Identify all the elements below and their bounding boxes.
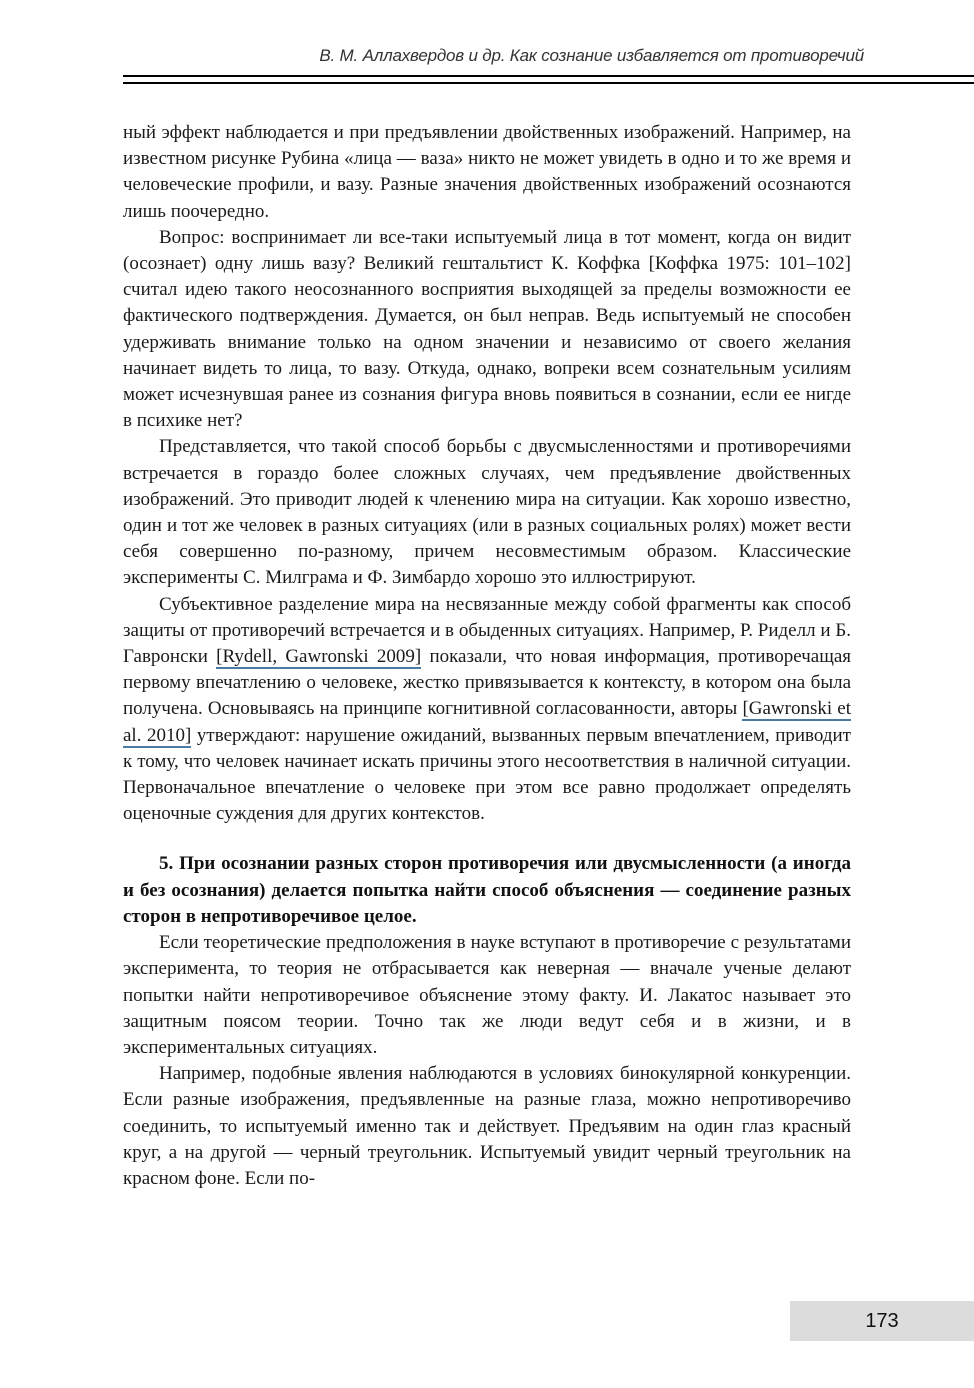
- paragraph-koffka: Вопрос: воспринимает ли все-таки испытуемый лица в тот момент, когда он видит (осознает) одну лишь вазу? Великий гештальтист К. Коффка [Коффка 1975: 101–102] считал идею такого неосознанного восприятия выходящей за пределы возможности ее фактического подтверждения. Думается, он был неправ. Ведь испытуемый не способен удерживать внимание только на одном значении и независимо от своего желания начинает видеть то лица, то вазу. Откуда, однако, вопреки всем сознательным усилиям может исчезнувшая ранее из сознания фигура вновь появиться в сознании, если ее нигде в психике нет?: [123, 226, 851, 432]
- header-rule-bottom: [123, 82, 974, 84]
- paragraph-text: утверждают: нарушение ожиданий, вызванных первым впечатлением, приводит к тому, что человек начинает искать причины этого несоответствия в наличной ситуации. Первоначальное впечатление о человеке при этом все равно продолжает определять оценочные суждения для других контекстов.: [123, 724, 851, 825]
- body-text: [123, 120, 851, 1192]
- paragraph-text: показали, что новая информация, противоречащая первому впечатлению о человеке, жестко привязывается к контексту, в котором она была получена. Основываясь на принципе когнитивной согласованности, авторы: [123, 646, 851, 720]
- section-heading-5: 5. При осознании разных сторон противоречия или двусмысленности (а иногда и без осознания) делается попытка найти способ объяснения — соединение разных сторон в непротиворечивое целое.: [123, 853, 851, 927]
- citation-link-rydell-gawronski-2009[interactable]: [Rydell, Gawronski 2009]: [216, 646, 422, 668]
- page-number-tab: [790, 1301, 974, 1341]
- paragraph-text: Субъективное разделение мира на несвязанные между собой фрагменты как способ защиты от противоречий встречается и в обыденных ситуациях. Например, Р. Риделл и Б. Гавронски: [123, 593, 851, 668]
- paragraph-continuation: ный эффект наблюдается и при предъявлении двойственных изображений. Например, на известном рисунке Рубина «лица — ваза» никто не может увидеть в одно и то же время и человеческие профили, и вазу. Разные значения двойственных изображений осознаются лишь поочередно.: [123, 122, 851, 222]
- paragraph-subjective-division: [123, 592, 851, 828]
- paragraph-lakatos: Если теоретические предположения в науке вступают в противоречие с результатами эксперимента, то теория не отбрасывается как неверная — вначале ученые делают попытки найти непротиворечивое объяснение этому факту. И. Лакатос называет это защитным поясом теории. Точно так же люди ведут себя и в жизни, и в экспериментальных ситуациях.: [123, 932, 851, 1058]
- header-rule-top: [123, 75, 974, 77]
- citation-link-gawronski-2010[interactable]: [Gawronski et al. 2010]: [123, 698, 851, 746]
- running-head: В. М. Аллахвердов и др. Как сознание избавляется от противоречий: [319, 46, 864, 65]
- paragraph-binocular-rivalry: Например, подобные явления наблюдаются в условиях бинокулярной конкуренции. Если разные изображения, предъявленные на разные глаза, можно непротиворечиво соединить, то испытуемый именно так и действует. Предъявим на один глаз красный круг, а на другой — черный треугольник. Испытуемый увидит черный треугольник на красном фоне. Если по-: [123, 1063, 851, 1189]
- page-number: 173: [865, 1309, 899, 1332]
- paragraph-situations: Представляется, что такой способ борьбы с двусмысленностями и противоречиями встречается в гораздо более сложных случаях, чем предъявление двойственных изображений. Это приводит людей к членению мира на ситуации. Как хорошо известно, один и тот же человек в разных ситуациях (или в разных социальных ролях) может вести себя совершенно по-разному, причем несовместимым образом. Классические эксперименты С. Милграма и Ф. Зимбардо хорошо это иллюстрируют.: [123, 436, 851, 589]
- header-double-rule: [123, 75, 974, 85]
